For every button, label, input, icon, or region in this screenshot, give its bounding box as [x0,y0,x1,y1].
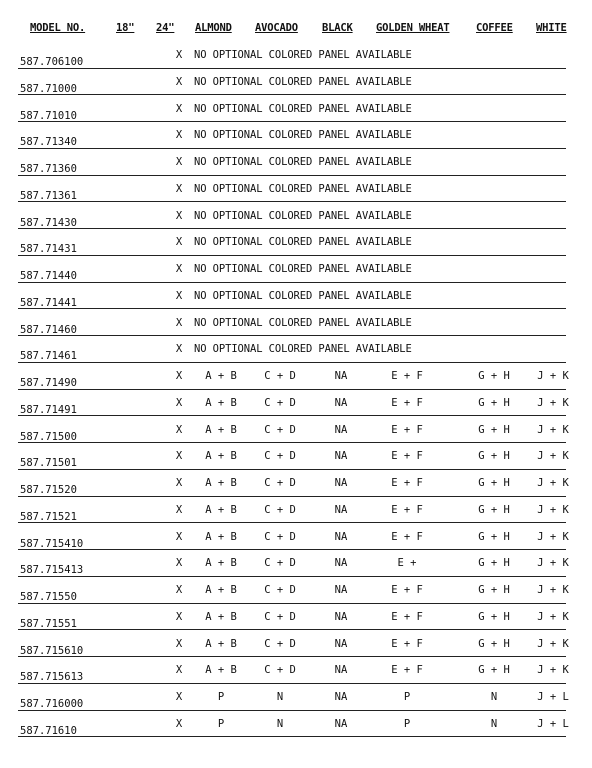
cell-white: J + K [537,396,569,409]
cell-avocado: C + D [264,664,296,677]
table-row [18,124,566,151]
cell-golden-wheat: P [403,717,411,730]
cell-white: J + K [537,477,569,489]
model-number: 587.71431 [20,243,77,256]
cell-white: J + K [537,610,569,623]
table-row [18,419,569,446]
cell-golden-wheat: E + F [391,664,423,677]
header-coffee: COFFEE [476,22,513,34]
cell-almond: P [217,691,225,703]
row-rule [18,603,566,604]
no-panel-note: NO OPTIONAL COLORED PANEL AVAILABLE [194,129,412,142]
cell-coffee: G + H [478,584,510,596]
model-number: 587.71551 [20,617,77,630]
cell-size24: X [175,691,183,703]
table-row [18,71,566,98]
cell-black: NA [334,717,348,730]
row-rule [18,469,566,470]
size-24-mark: X [175,102,183,115]
cell-size24: X [175,637,183,650]
table-row [18,686,569,713]
cell-size24: X [175,530,183,543]
cell-black: NA [334,503,348,516]
cell-white: J + K [537,664,569,677]
cell-size24: X [175,503,183,516]
model-number: 587.71491 [20,403,77,416]
cell-almond: A + B [205,530,237,543]
cell-black: NA [334,450,348,463]
table-row [18,151,566,178]
table-row [18,445,569,472]
cell-coffee: N [490,717,498,730]
table-row [18,579,569,606]
table-row [18,713,569,740]
model-number: 587.71430 [20,216,77,229]
cell-golden-wheat: E + F [391,503,423,516]
row-rule [18,121,566,122]
row-rule [18,710,566,711]
cell-coffee: G + H [478,503,510,516]
cell-almond: A + B [205,637,237,650]
cell-coffee: G + H [478,637,510,650]
cell-coffee: G + H [478,530,510,543]
model-number: 587.71500 [20,430,77,443]
cell-avocado: N [276,691,284,703]
header-24-inch: 24" [156,22,175,34]
row-rule [18,442,566,443]
no-panel-note: NO OPTIONAL COLORED PANEL AVAILABLE [194,75,412,88]
cell-size24: X [175,396,183,409]
row-rule [18,736,566,737]
row-rule [18,522,566,523]
model-number: 587.716000 [20,698,84,710]
cell-black: NA [334,396,348,409]
table-row [18,392,569,419]
table-row [18,338,566,365]
cell-avocado: C + D [264,503,296,516]
model-number: 587.71000 [20,82,77,95]
header-18-inch: 18" [116,22,135,34]
cell-almond: A + B [205,423,237,436]
row-rule [18,201,566,202]
row-rule [18,68,566,69]
size-24-mark: X [175,75,183,88]
no-panel-note: NO OPTIONAL COLORED PANEL AVAILABLE [194,182,412,195]
model-number: 587.71520 [20,484,77,496]
cell-avocado: N [276,717,284,730]
cell-avocado: C + D [264,450,296,463]
cell-coffee: G + H [478,557,510,570]
cell-almond: A + B [205,557,237,570]
row-rule [18,389,566,390]
cell-avocado: C + D [264,637,296,650]
cell-almond: A + B [205,664,237,677]
cell-white: J + K [537,637,569,650]
cell-almond: A + B [205,584,237,596]
model-number: 587.71340 [20,136,77,149]
size-24-mark: X [175,289,183,302]
no-panel-note: NO OPTIONAL COLORED PANEL AVAILABLE [194,316,412,329]
cell-size24: X [175,610,183,623]
cell-size24: X [175,584,183,596]
row-rule [18,94,566,95]
no-panel-note: NO OPTIONAL COLORED PANEL AVAILABLE [194,343,412,356]
header-almond: ALMOND [195,22,232,34]
no-panel-note: NO OPTIONAL COLORED PANEL AVAILABLE [194,156,412,168]
cell-white: J + K [537,584,569,596]
cell-size24: X [175,423,183,436]
cell-almond: A + B [205,370,237,382]
cell-avocado: C + D [264,530,296,543]
cell-white: J + K [537,530,569,543]
cell-size24: X [175,450,183,463]
cell-almond: A + B [205,477,237,489]
row-rule [18,656,566,657]
model-number: 587.715613 [20,671,84,684]
cell-black: NA [334,530,348,543]
model-number: 587.71610 [20,724,77,737]
no-panel-note: NO OPTIONAL COLORED PANEL AVAILABLE [194,102,412,115]
header-model-no: MODEL NO. [30,22,86,34]
cell-golden-wheat: E + F [391,530,423,543]
table-row [18,659,569,686]
header-white: WHITE [536,22,567,34]
table-row [18,258,566,285]
model-number: 587.71460 [20,323,77,336]
size-24-mark: X [175,316,183,329]
row-rule [18,683,566,684]
model-number: 587.71360 [20,163,77,175]
cell-golden-wheat: E + F [391,477,423,489]
model-number: 587.71010 [20,109,77,122]
cell-black: NA [334,664,348,677]
cell-white: J + K [537,557,569,570]
cell-white: J + K [537,423,569,436]
row-rule [18,415,566,416]
size-24-mark: X [175,49,183,61]
row-rule [18,629,566,630]
cell-golden-wheat: E + F [391,637,423,650]
size-24-mark: X [175,182,183,195]
cell-black: NA [334,557,348,570]
table-row [18,285,566,312]
row-rule [18,308,566,309]
cell-avocado: C + D [264,477,296,489]
cell-white: J + K [537,370,569,382]
no-panel-note: NO OPTIONAL COLORED PANEL AVAILABLE [194,236,412,249]
table-row [18,98,566,125]
cell-avocado: C + D [264,584,296,596]
table-row [18,178,566,205]
cell-almond: A + B [205,396,237,409]
cell-black: NA [334,370,348,382]
cell-avocado: C + D [264,610,296,623]
cell-coffee: G + H [478,423,510,436]
table-row [18,231,566,258]
model-number: 587.71490 [20,377,77,389]
cell-white: J + K [537,503,569,516]
no-panel-note: NO OPTIONAL COLORED PANEL AVAILABLE [194,209,412,222]
table-row [18,552,569,579]
size-24-mark: X [175,156,183,168]
cell-coffee: G + H [478,477,510,489]
model-number: 587.71441 [20,296,77,309]
cell-size24: X [175,477,183,489]
cell-golden-wheat: E + F [391,370,423,382]
cell-size24: X [175,664,183,677]
table-row [18,499,569,526]
cell-avocado: C + D [264,396,296,409]
size-24-mark: X [175,129,183,142]
size-24-mark: X [175,209,183,222]
no-panel-note: NO OPTIONAL COLORED PANEL AVAILABLE [194,49,412,61]
header-black: BLACK [322,22,353,34]
model-number: 587.715610 [20,644,84,657]
model-number: 587.715410 [20,537,84,550]
table-row [18,365,569,392]
cell-black: NA [334,584,348,596]
model-number: 587.71550 [20,591,77,603]
cell-golden-wheat: E + [397,557,417,570]
model-number: 587.71440 [20,270,77,282]
row-rule [18,228,566,229]
cell-avocado: C + D [264,557,296,570]
model-number: 587.71501 [20,457,77,470]
size-24-mark: X [175,263,183,275]
cell-size24: X [175,717,183,730]
model-number: 587.71361 [20,189,77,202]
model-number: 587.71461 [20,350,77,363]
cell-avocado: C + D [264,423,296,436]
cell-white: J + L [537,717,569,730]
row-rule [18,175,566,176]
row-rule [18,576,566,577]
row-rule [18,255,566,256]
row-rule [18,362,566,363]
cell-golden-wheat: E + F [391,584,423,596]
table-row [18,44,566,71]
cell-almond: A + B [205,503,237,516]
table-row [18,205,566,232]
model-number: 587.715413 [20,564,84,577]
cell-black: NA [334,477,348,489]
cell-golden-wheat: E + F [391,423,423,436]
cell-golden-wheat: P [403,691,411,703]
size-24-mark: X [175,343,183,356]
model-number: 587.706100 [20,56,84,68]
cell-black: NA [334,610,348,623]
row-rule [18,335,566,336]
table-row [18,312,566,339]
table-row [18,633,569,660]
cell-almond: P [217,717,225,730]
header-golden-wheat: GOLDEN WHEAT [376,22,450,34]
cell-white: J + L [537,691,569,703]
cell-almond: A + B [205,610,237,623]
row-rule [18,496,566,497]
cell-coffee: G + H [478,610,510,623]
cell-black: NA [334,423,348,436]
cell-coffee: G + H [478,664,510,677]
cell-coffee: G + H [478,370,510,382]
row-rule [18,549,566,550]
cell-white: J + K [537,450,569,463]
cell-coffee: G + H [478,396,510,409]
cell-golden-wheat: E + F [391,450,423,463]
row-rule [18,282,566,283]
table-row [18,526,569,553]
no-panel-note: NO OPTIONAL COLORED PANEL AVAILABLE [194,289,412,302]
size-24-mark: X [175,236,183,249]
cell-golden-wheat: E + F [391,610,423,623]
row-rule [18,148,566,149]
header-avocado: AVOCADO [255,22,298,34]
cell-coffee: G + H [478,450,510,463]
cell-size24: X [175,370,183,382]
cell-almond: A + B [205,450,237,463]
cell-black: NA [334,691,348,703]
table-row [18,606,569,633]
cell-coffee: N [490,691,498,703]
cell-size24: X [175,557,183,570]
cell-black: NA [334,637,348,650]
cell-golden-wheat: E + F [391,396,423,409]
table-row [18,472,569,499]
no-panel-note: NO OPTIONAL COLORED PANEL AVAILABLE [194,263,412,275]
model-number: 587.71521 [20,510,77,523]
cell-avocado: C + D [264,370,296,382]
